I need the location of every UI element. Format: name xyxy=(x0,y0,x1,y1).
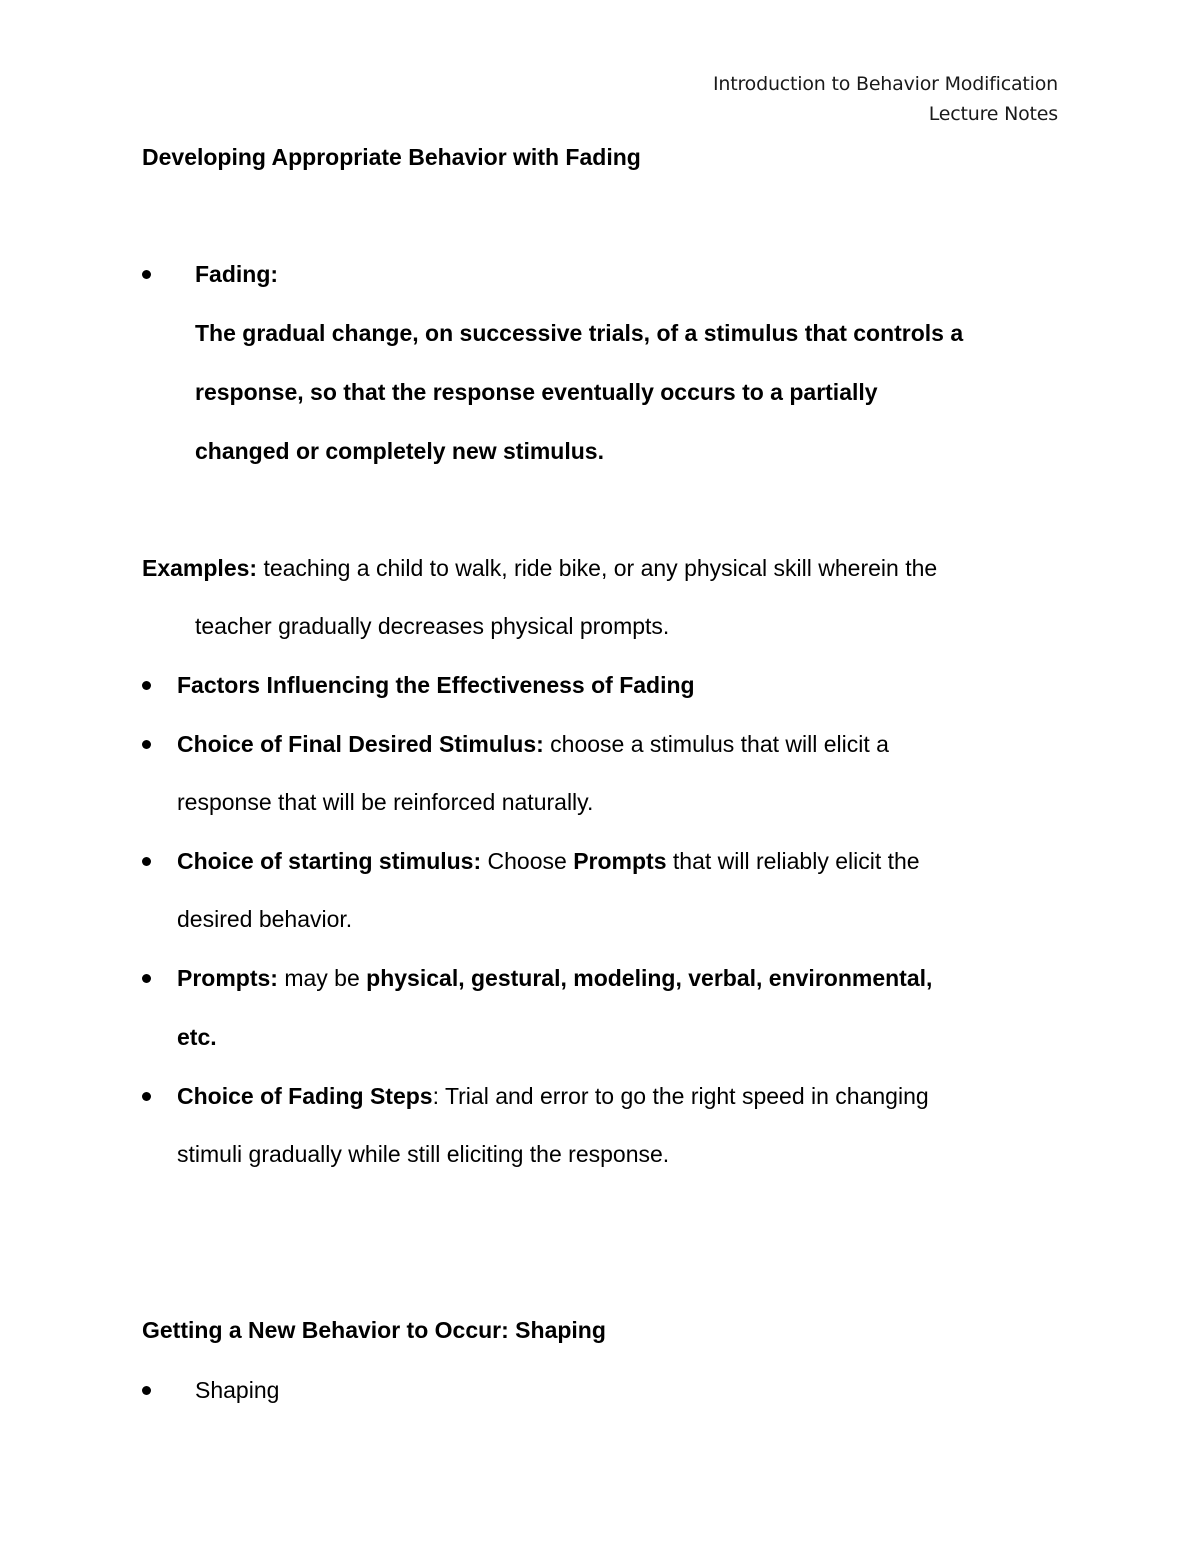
prompts-item xyxy=(177,964,932,992)
section-title-shaping: Getting a New Behavior to Occur: Shaping xyxy=(142,1317,606,1343)
examples-text: teaching a child to walk, ride bike, or any physical skill wherein the xyxy=(257,555,938,581)
final-stimulus-label: Choice of Final Desired Stimulus: xyxy=(177,731,544,757)
starting-stimulus-item xyxy=(177,847,920,875)
header-doc-type: Lecture Notes xyxy=(928,103,1058,125)
starting-stimulus-text-before: Choose xyxy=(481,848,574,874)
fading-definition-line-2: response, so that the response eventually occurs to a partially xyxy=(195,379,878,405)
bullet-icon xyxy=(142,681,151,690)
bullet-icon xyxy=(142,1386,151,1395)
bullet-icon xyxy=(142,740,151,749)
shaping-item: Shaping xyxy=(195,1377,280,1403)
starting-stimulus-text-line-2: desired behavior. xyxy=(177,906,353,932)
final-stimulus-item xyxy=(177,730,889,758)
fading-definition-line-3: changed or completely new stimulus. xyxy=(195,438,604,464)
factors-heading: Factors Influencing the Effectiveness of Fading xyxy=(177,672,695,698)
header-course-title: Introduction to Behavior Modification xyxy=(712,73,1058,95)
final-stimulus-text-line-2: response that will be reinforced naturally. xyxy=(177,789,594,815)
fading-steps-text-line-2: stimuli gradually while still eliciting the response. xyxy=(177,1141,670,1167)
final-stimulus-text: choose a stimulus that will elicit a xyxy=(543,731,889,757)
starting-stimulus-text-after: that will reliably elicit the xyxy=(666,848,920,874)
fading-steps-text: : Trial and error to go the right speed in changing xyxy=(432,1083,929,1109)
prompt-types-line-2: etc. xyxy=(177,1024,217,1050)
examples-paragraph xyxy=(142,554,937,582)
prompts-text: may be xyxy=(277,965,367,991)
bullet-icon xyxy=(142,270,151,279)
fading-steps-item xyxy=(177,1082,929,1110)
examples-text-line-2: teacher gradually decreases physical prompts. xyxy=(195,613,670,639)
examples-label: Examples: xyxy=(142,555,258,581)
bullet-icon xyxy=(142,974,151,983)
prompts-emphasis: Prompts xyxy=(573,848,667,874)
fading-term: Fading: xyxy=(195,261,279,287)
prompt-types: physical, gestural, modeling, verbal, environmental, xyxy=(366,965,933,991)
bullet-icon xyxy=(142,857,151,866)
section-title-fading: Developing Appropriate Behavior with Fading xyxy=(142,144,641,170)
fading-steps-label: Choice of Fading Steps xyxy=(177,1083,433,1109)
starting-stimulus-label: Choice of starting stimulus: xyxy=(177,848,482,874)
prompts-label: Prompts: xyxy=(177,965,278,991)
fading-definition-line-1: The gradual change, on successive trials, of a stimulus that controls a xyxy=(195,320,964,346)
bullet-icon xyxy=(142,1092,151,1101)
